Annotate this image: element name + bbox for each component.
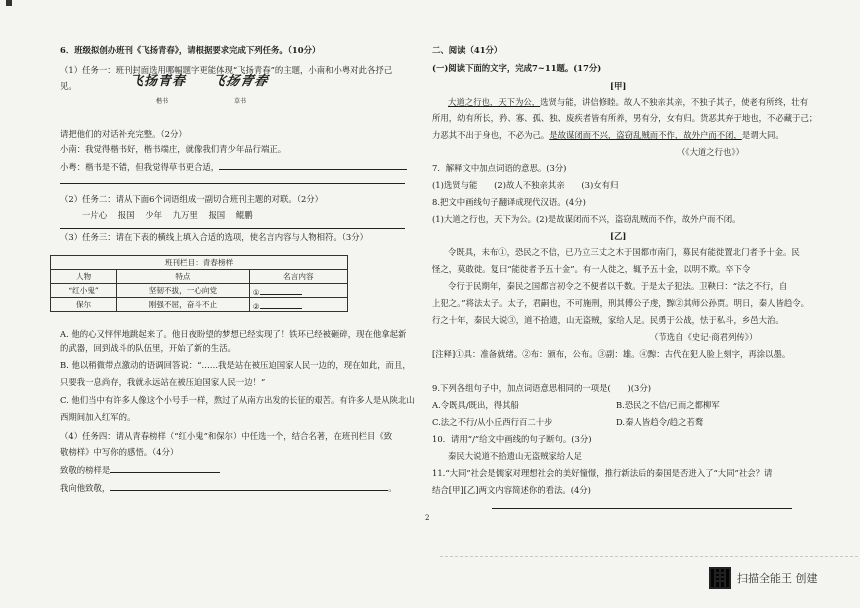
- table-header-quote: 名言内容: [249, 270, 347, 284]
- task4-line1: （4）任务四：请从青春榜样（“红小鬼”和保尔）中任选一个，结合名著，在班刊栏目《致: [60, 431, 393, 441]
- underlined-sentence-2: 是故谋闭而不兴，盗窃乱贼而不作，故外户而不闭，: [549, 130, 742, 140]
- calligraphy-caoshu: 飞扬青春: [210, 74, 270, 89]
- option-c-line1: C. 他们当中有许多人像这个小号手一样，熬过了从南方出发的长征的艰苦。有许多人是从陕北山: [60, 395, 415, 405]
- annotations: [注释]①具：准备就绪。②布：颁布，公布。③副：雄。④黥：古代在犯人脸上刻字，再涂以墨。: [432, 349, 791, 359]
- role-model-table: [50, 255, 348, 312]
- word-2: 报国: [117, 210, 135, 220]
- dialogue-xiaonan: 小南：我觉得楷书好，楷书端庄，就像我们青少年品行端正。: [60, 144, 287, 154]
- table-title: 班刊栏目：青春榜样: [51, 256, 348, 270]
- passage-jia-label: [甲]: [610, 81, 627, 91]
- passage-jia-source: （《大道之行也》）: [677, 147, 744, 157]
- q9-option-a: A.令既具/既出，得其船: [432, 400, 519, 410]
- q9-option-d: D.秦人皆趋令/趋之若鹜: [616, 417, 704, 427]
- option-a-line2: 的武器，回到战斗的队伍里，开始了新的生活。: [60, 343, 236, 353]
- scan-edge: [440, 556, 858, 557]
- word-5: 报国: [208, 210, 226, 220]
- q10-sentence: 秦民大说道不拾遗山无盗贼家给人足: [448, 451, 582, 461]
- word-6: 鲲鹏: [235, 210, 253, 220]
- role-model-blank[interactable]: [110, 463, 220, 473]
- q10-title: 10．请用“/”给文中画线的句子断句。(3分): [432, 434, 592, 444]
- quote-blank[interactable]: [260, 285, 302, 295]
- answer-line-2[interactable]: [60, 228, 405, 229]
- passage-yi-line1: 令既具，未布①，恐民之不信，已乃立三丈之木于国都市南门，募民有能徙置北门者予十金。民: [448, 247, 800, 257]
- answer-blank-xiaoyue[interactable]: [219, 160, 407, 170]
- table-header-person: 人物: [51, 270, 117, 284]
- table-row: [51, 298, 348, 312]
- passage-yi-label: [乙]: [610, 231, 627, 241]
- scan-corner-mark: [6, 0, 12, 6]
- qr-code-icon: [709, 567, 731, 589]
- underlined-sentence-1: 大道之行也，天下为公，: [448, 97, 541, 107]
- word-3: 少年: [145, 210, 162, 220]
- q9-option-c: C.法之不行/从小丘西行百二十步: [432, 417, 553, 427]
- passage-yi-line4: 上犯之。”将法太子。太子，君嗣也，不可施刑，刑其傅公子虔，黥②其师公孙贾。明日，秦人皆趋令。: [432, 298, 809, 308]
- section-reading-title: 二、阅读（41分）: [432, 45, 503, 55]
- word-1: 一片心: [82, 210, 108, 220]
- task2-instruction: （2）任务二：请从下面6个词语组成一副切合班刊主题的对联。（2分）: [60, 194, 324, 204]
- reading-subsection-title: (一)阅读下面的文字，完成7~11题。(17分): [432, 63, 602, 73]
- table-header-trait: 特点: [117, 270, 250, 284]
- word-list: [82, 209, 253, 221]
- dialogue-xiaoyue: [60, 160, 407, 173]
- caption-kaishu: 楷书: [156, 98, 169, 105]
- q9-option-b: B.恐民之不信/已而之都柳军: [616, 400, 720, 410]
- option-b-line2: 只要我一息尚存，我就永远站在被压迫国家人民一边！”: [60, 377, 266, 387]
- task3-instruction: （3）任务三：请在下表的横线上填入合适的选项，使名言内容与人物相符。（3分）: [60, 232, 368, 242]
- table-row: [51, 284, 348, 298]
- passage-yi-line2: 怪之，莫敢徙。复曰“能徙者予五十金”。有一人徙之，辄予五十金，以明不欺。卒下令: [432, 264, 751, 274]
- table-cell-trait: 坚韧不拔，一心向党: [117, 284, 250, 298]
- passage-jia-line1: [448, 96, 808, 108]
- option-c-line2: 西期间加入红军的。: [60, 412, 136, 422]
- table-cell-person: “红小鬼”: [51, 284, 117, 298]
- q11-line2: 结合[甲][乙]两文内容简述你的看法。(4分): [432, 485, 591, 495]
- calligraphy-kaishu: 飞扬青春: [130, 74, 187, 89]
- task1-line1: （1）任务一：班刊封面选用哪幅题字更能体现“飞扬青春”的主题，小南和小粤对此各抒己: [60, 65, 393, 75]
- task1-instruction: 请把他们的对话补充完整。（2分）: [60, 129, 187, 139]
- dialogue-xiaoyue-text: 小粤：楷书是不错，但我觉得草书更合适，: [60, 162, 220, 172]
- page-number: 2: [425, 514, 430, 522]
- passage-yi-line5: 行之十年，秦民大说③，道不拾遗，山无盗贼，家给人足。民勇于公战，怯于私斗，乡邑大治。: [432, 315, 784, 325]
- passage-yi-line3: 令行于民期年，秦民之国都言初令之不便者以千数。于是太子犯法。卫鞅曰：“法之不行，自: [448, 281, 788, 291]
- task1-line2: 见。: [60, 81, 77, 91]
- table-cell-person: 保尔: [51, 298, 117, 312]
- table-cell-quote: [249, 284, 347, 298]
- q8-items: (1)大道之行也，天下为公。(2)是故谋闭而不兴，盗窃乱贼而不作，故外户而不闭。: [432, 214, 741, 224]
- scanner-watermark: [709, 567, 818, 589]
- q11-answer-line[interactable]: [492, 508, 792, 509]
- q6-title: 6．班级拟创办班刊《飞扬青春》，请根据要求完成下列任务。（10分）: [60, 45, 321, 55]
- role-model-choice: [60, 463, 220, 476]
- quote-marker: ②: [252, 301, 260, 311]
- option-b-line1: B. 他以稍微带点激动的语调回答说：“……我是站在被压迫国家人民一边的，现在如此，而且，: [60, 360, 411, 370]
- tribute-blank[interactable]: [110, 481, 388, 491]
- tribute-label: 我向他致敬，: [60, 483, 111, 493]
- q8-title: 8.把文中画线句子翻译成现代汉语。(4分): [432, 197, 586, 207]
- watermark-text: 扫描全能王 创建: [737, 572, 818, 585]
- tribute-line: [60, 481, 397, 494]
- passage-yi-source: （节选自《史记·商君列传》）: [650, 332, 758, 342]
- answer-line-1[interactable]: [60, 183, 405, 184]
- passage-jia-line3: [432, 129, 784, 141]
- quote-marker: ①: [252, 287, 260, 297]
- q7-title: 7．解释文中加点词语的意思。(3分): [432, 163, 567, 173]
- q11-line1: 11.“大同”社会是儒家对理想社会的美好憧憬，推行新法后的秦国是否进入了“大同”社会？请: [432, 468, 773, 478]
- quote-blank[interactable]: [260, 299, 302, 309]
- passage-jia-line2: 所用，幼有所长，矜、寡、孤、独、废疾者皆有所养，男有分，女有归。货恶其弃于地也，不必藏于己；: [432, 113, 818, 123]
- role-model-label: 致敬的榜样是: [60, 465, 111, 475]
- caption-caoshu: 草书: [234, 98, 247, 105]
- tribute-period: 。: [388, 483, 397, 493]
- q7-items: (1)选贤与能 (2)故人不独亲其亲 (3)女有归: [432, 180, 619, 190]
- passage-jia-line3-end: 是谓大同。: [741, 130, 784, 140]
- task4-line2: 敬榜样》中写你的感悟。（4分）: [60, 447, 179, 457]
- q9-title: 9.下列各组句子中，加点词语意思相同的一项是( )(3分): [432, 383, 652, 393]
- word-4: 九万里: [172, 210, 198, 220]
- option-a-line1: A. 他的心又怦怦地跳起来了。他日夜盼望的梦想已经实现了！铁环已经被砸碎，现在他拿起新: [60, 329, 407, 339]
- passage-jia-line3-start: 力恶其不出于身也，不必为己。: [432, 130, 550, 140]
- table-cell-quote: [249, 298, 347, 312]
- table-cell-trait: 刚强不屈，奋斗不止: [117, 298, 250, 312]
- passage-jia-line1-rest: 选贤与能，讲信修睦。故人不独亲其亲，不独子其子，使老有所终，壮有: [540, 97, 809, 107]
